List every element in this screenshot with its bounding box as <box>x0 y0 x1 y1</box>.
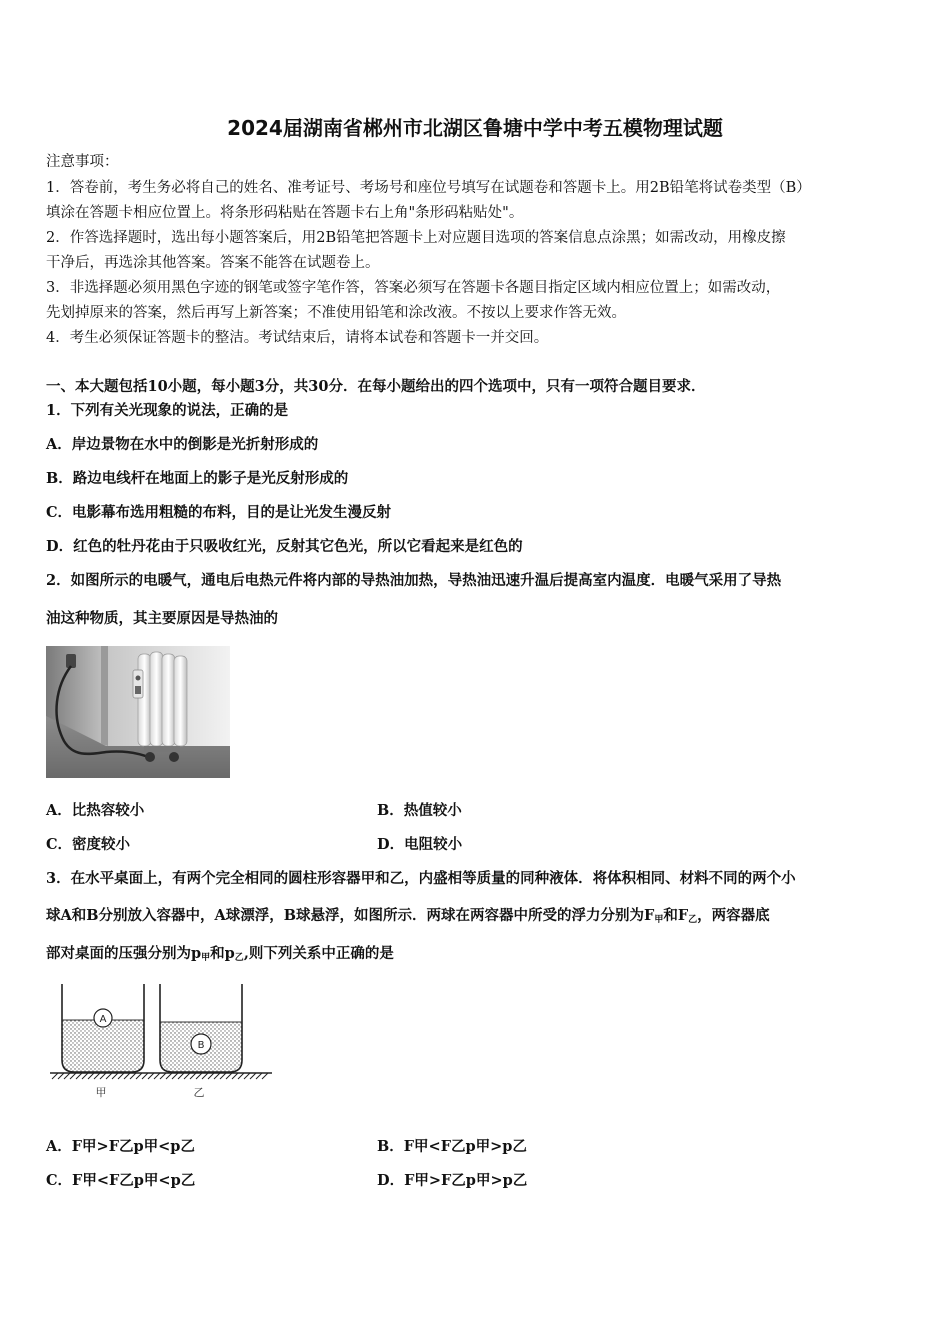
q1-option-b: B．路边电线杆在地面上的影子是光反射形成的 <box>46 470 349 487</box>
notice-line: 1．答卷前，考生务必将自己的姓名、准考证号、考场号和座位号填写在试题卷和答题卡上。用2B铅笔将试卷类型（B） <box>46 180 811 196</box>
question-1-stem: 1．下列有关光现象的说法，正确的是 <box>46 402 289 419</box>
q1-option-a: A．岸边景物在水中的倒影是光折射形成的 <box>46 436 319 453</box>
q3-option-a: A．F甲>F乙p甲<p乙 <box>46 1138 195 1155</box>
question-2-stem: 2．如图所示的电暖气，通电后电热元件将内部的导热油加热，导热油迅速升温后提高室内温度．电暖气采用了导热 <box>46 572 782 589</box>
q2-option-a: A．比热容较小 <box>46 802 145 819</box>
notice-line: 2．作答选择题时，选出每小题答案后，用2B铅笔把答题卡上对应题目选项的答案信息点涂黑；如需改动，用橡皮擦 <box>46 230 786 246</box>
notice-line: 4．考生必须保证答题卡的整洁。考试结束后，请将本试卷和答题卡一并交回。 <box>46 330 549 346</box>
notice-line: 干净后，再选涂其他答案。答案不能答在试题卷上。 <box>46 255 380 271</box>
table-hatching <box>52 1073 268 1079</box>
label-yi: 乙 <box>193 1086 205 1099</box>
containers-figure <box>46 980 278 1102</box>
q1-option-d: D．红色的牡丹花由于只吸收红光，反射其它色光，所以它看起来是红色的 <box>46 538 523 555</box>
q2-option-c: C．密度较小 <box>46 836 131 853</box>
radiator-photo <box>46 646 230 778</box>
question-3-stem-cont: 球A和B分别放入容器中，A球漂浮，B球悬浮，如图所示．两球在两容器中所受的浮力分别为$F_甲$和$F_乙$，两容器底 <box>46 907 770 925</box>
q2-option-d: D．电阻较小 <box>377 836 463 853</box>
notice-heading: 注意事项： <box>46 154 119 170</box>
q1-option-c: C．电影幕布选用粗糙的布料，目的是让光发生漫反射 <box>46 504 392 521</box>
ball-b-label: B <box>197 1040 205 1051</box>
q3-option-c: C．F甲<F乙p甲<p乙 <box>46 1172 196 1189</box>
q2-option-b: B．热值较小 <box>377 802 462 819</box>
question-2-stem-cont: 油这种物质，其主要原因是导热油的 <box>46 610 278 627</box>
question-3-stem: 3．在水平桌面上，有两个完全相同的圆柱形容器甲和乙，内盛相等质量的同种液体．将体积相同、材料不同的两个小 <box>46 870 796 887</box>
left-container-liquid <box>62 1020 144 1072</box>
notice-line: 填涂在答题卡相应位置上。将条形码粘贴在答题卡右上角"条形码粘贴处"。 <box>46 205 524 221</box>
label-jia: 甲 <box>95 1086 107 1099</box>
ball-a-label: A <box>99 1014 107 1025</box>
section-heading: 一、本大题包括10小题，每小题3分，共30分．在每小题给出的四个选项中，只有一项符合题目要求． <box>46 378 706 395</box>
question-3-stem-cont2: 部对桌面的压强分别为$p_甲$和$p_乙$,则下列关系中正确的是 <box>46 945 394 963</box>
q3-option-d: D．F甲>F乙p甲>p乙 <box>377 1172 528 1189</box>
q3-option-b: B．F甲<F乙p甲>p乙 <box>377 1138 527 1155</box>
notice-line: 3．非选择题必须用黑色字迹的钢笔或签字笔作答，答案必须写在答题卡各题目指定区域内相应位置上；如需改动， <box>46 280 781 296</box>
notice-line: 先划掉原来的答案，然后再写上新答案；不准使用铅笔和涂改液。不按以上要求作答无效。 <box>46 305 626 321</box>
page-title: 2024届湖南省郴州市北湖区鲁塘中学中考五模物理试题 <box>227 116 723 140</box>
